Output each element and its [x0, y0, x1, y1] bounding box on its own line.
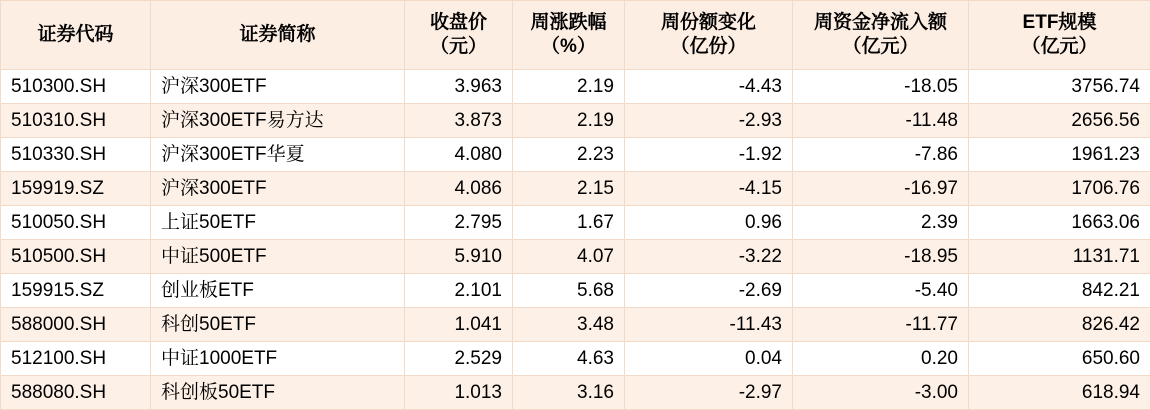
cell-weekly_change: 2.23: [513, 138, 625, 172]
cell-weekly_change: 1.67: [513, 206, 625, 240]
cell-net_inflow: -11.77: [793, 308, 969, 342]
cell-scale: 826.42: [969, 308, 1150, 342]
header-row: [1, 1, 1150, 70]
column-header-close: [405, 1, 513, 70]
column-header-line: 证券代码: [11, 23, 140, 47]
column-header-line: 周涨跌幅: [523, 11, 614, 35]
column-header-line: 周资金净流入额: [803, 11, 958, 35]
cell-close: 4.086: [405, 172, 513, 206]
cell-weekly_change: 4.07: [513, 240, 625, 274]
column-header-line: （亿元）: [979, 35, 1140, 59]
cell-net_inflow: -11.48: [793, 104, 969, 138]
table-row: [1, 274, 1150, 308]
column-header-line: （亿份）: [635, 35, 782, 59]
cell-weekly_change: 3.48: [513, 308, 625, 342]
table-row: [1, 240, 1150, 274]
column-header-name: [151, 1, 405, 70]
cell-code: 588000.SH: [1, 308, 151, 342]
cell-code: 510310.SH: [1, 104, 151, 138]
table-row: [1, 138, 1150, 172]
cell-share_change: -4.15: [625, 172, 793, 206]
column-header-weekly_change: [513, 1, 625, 70]
cell-share_change: -2.69: [625, 274, 793, 308]
cell-share_change: -2.93: [625, 104, 793, 138]
column-header-net_inflow: [793, 1, 969, 70]
cell-close: 2.101: [405, 274, 513, 308]
table-row: [1, 104, 1150, 138]
cell-scale: 3756.74: [969, 70, 1150, 104]
cell-net_inflow: -18.05: [793, 70, 969, 104]
cell-net_inflow: -16.97: [793, 172, 969, 206]
table-body: [1, 70, 1150, 410]
column-header-scale: [969, 1, 1150, 70]
cell-share_change: -11.43: [625, 308, 793, 342]
column-header-line: （%）: [523, 35, 614, 59]
cell-code: 159919.SZ: [1, 172, 151, 206]
cell-weekly_change: 2.19: [513, 70, 625, 104]
cell-code: 512100.SH: [1, 342, 151, 376]
cell-net_inflow: -3.00: [793, 376, 969, 410]
cell-name: 科创50ETF: [151, 308, 405, 342]
cell-weekly_change: 2.15: [513, 172, 625, 206]
cell-share_change: -3.22: [625, 240, 793, 274]
cell-close: 5.910: [405, 240, 513, 274]
cell-name: 沪深300ETF华夏: [151, 138, 405, 172]
cell-code: 159915.SZ: [1, 274, 151, 308]
cell-weekly_change: 5.68: [513, 274, 625, 308]
cell-scale: 1961.23: [969, 138, 1150, 172]
cell-scale: 618.94: [969, 376, 1150, 410]
table-header: [1, 1, 1150, 70]
table-row: [1, 70, 1150, 104]
cell-code: 510500.SH: [1, 240, 151, 274]
column-header-share_change: [625, 1, 793, 70]
table-row: [1, 308, 1150, 342]
cell-name: 沪深300ETF: [151, 172, 405, 206]
column-header-line: 收盘价: [415, 11, 502, 35]
cell-name: 沪深300ETF: [151, 70, 405, 104]
cell-net_inflow: 2.39: [793, 206, 969, 240]
column-header-line: （元）: [415, 35, 502, 59]
cell-weekly_change: 4.63: [513, 342, 625, 376]
cell-share_change: -4.43: [625, 70, 793, 104]
column-header-line: （亿元）: [803, 35, 958, 59]
cell-close: 2.529: [405, 342, 513, 376]
table-row: [1, 206, 1150, 240]
cell-scale: 1663.06: [969, 206, 1150, 240]
cell-scale: 2656.56: [969, 104, 1150, 138]
cell-close: 1.041: [405, 308, 513, 342]
cell-name: 科创板50ETF: [151, 376, 405, 410]
column-header-line: ETF规模: [979, 11, 1140, 35]
cell-code: 510300.SH: [1, 70, 151, 104]
cell-scale: 1706.76: [969, 172, 1150, 206]
column-header-line: 周份额变化: [635, 11, 782, 35]
table-row: [1, 172, 1150, 206]
cell-code: 510330.SH: [1, 138, 151, 172]
cell-close: 1.013: [405, 376, 513, 410]
cell-weekly_change: 3.16: [513, 376, 625, 410]
cell-share_change: 0.04: [625, 342, 793, 376]
cell-close: 2.795: [405, 206, 513, 240]
cell-code: 588080.SH: [1, 376, 151, 410]
cell-name: 中证1000ETF: [151, 342, 405, 376]
cell-close: 3.963: [405, 70, 513, 104]
table-row: [1, 376, 1150, 410]
cell-name: 上证50ETF: [151, 206, 405, 240]
cell-scale: 1131.71: [969, 240, 1150, 274]
cell-share_change: 0.96: [625, 206, 793, 240]
cell-weekly_change: 2.19: [513, 104, 625, 138]
cell-net_inflow: -5.40: [793, 274, 969, 308]
cell-net_inflow: -18.95: [793, 240, 969, 274]
cell-scale: 842.21: [969, 274, 1150, 308]
cell-net_inflow: 0.20: [793, 342, 969, 376]
column-header-line: 证券简称: [161, 23, 394, 47]
cell-close: 4.080: [405, 138, 513, 172]
cell-net_inflow: -7.86: [793, 138, 969, 172]
cell-name: 中证500ETF: [151, 240, 405, 274]
cell-name: 创业板ETF: [151, 274, 405, 308]
cell-close: 3.873: [405, 104, 513, 138]
cell-name: 沪深300ETF易方达: [151, 104, 405, 138]
cell-code: 510050.SH: [1, 206, 151, 240]
cell-scale: 650.60: [969, 342, 1150, 376]
column-header-code: [1, 1, 151, 70]
cell-share_change: -2.97: [625, 376, 793, 410]
cell-share_change: -1.92: [625, 138, 793, 172]
table-row: [1, 342, 1150, 376]
